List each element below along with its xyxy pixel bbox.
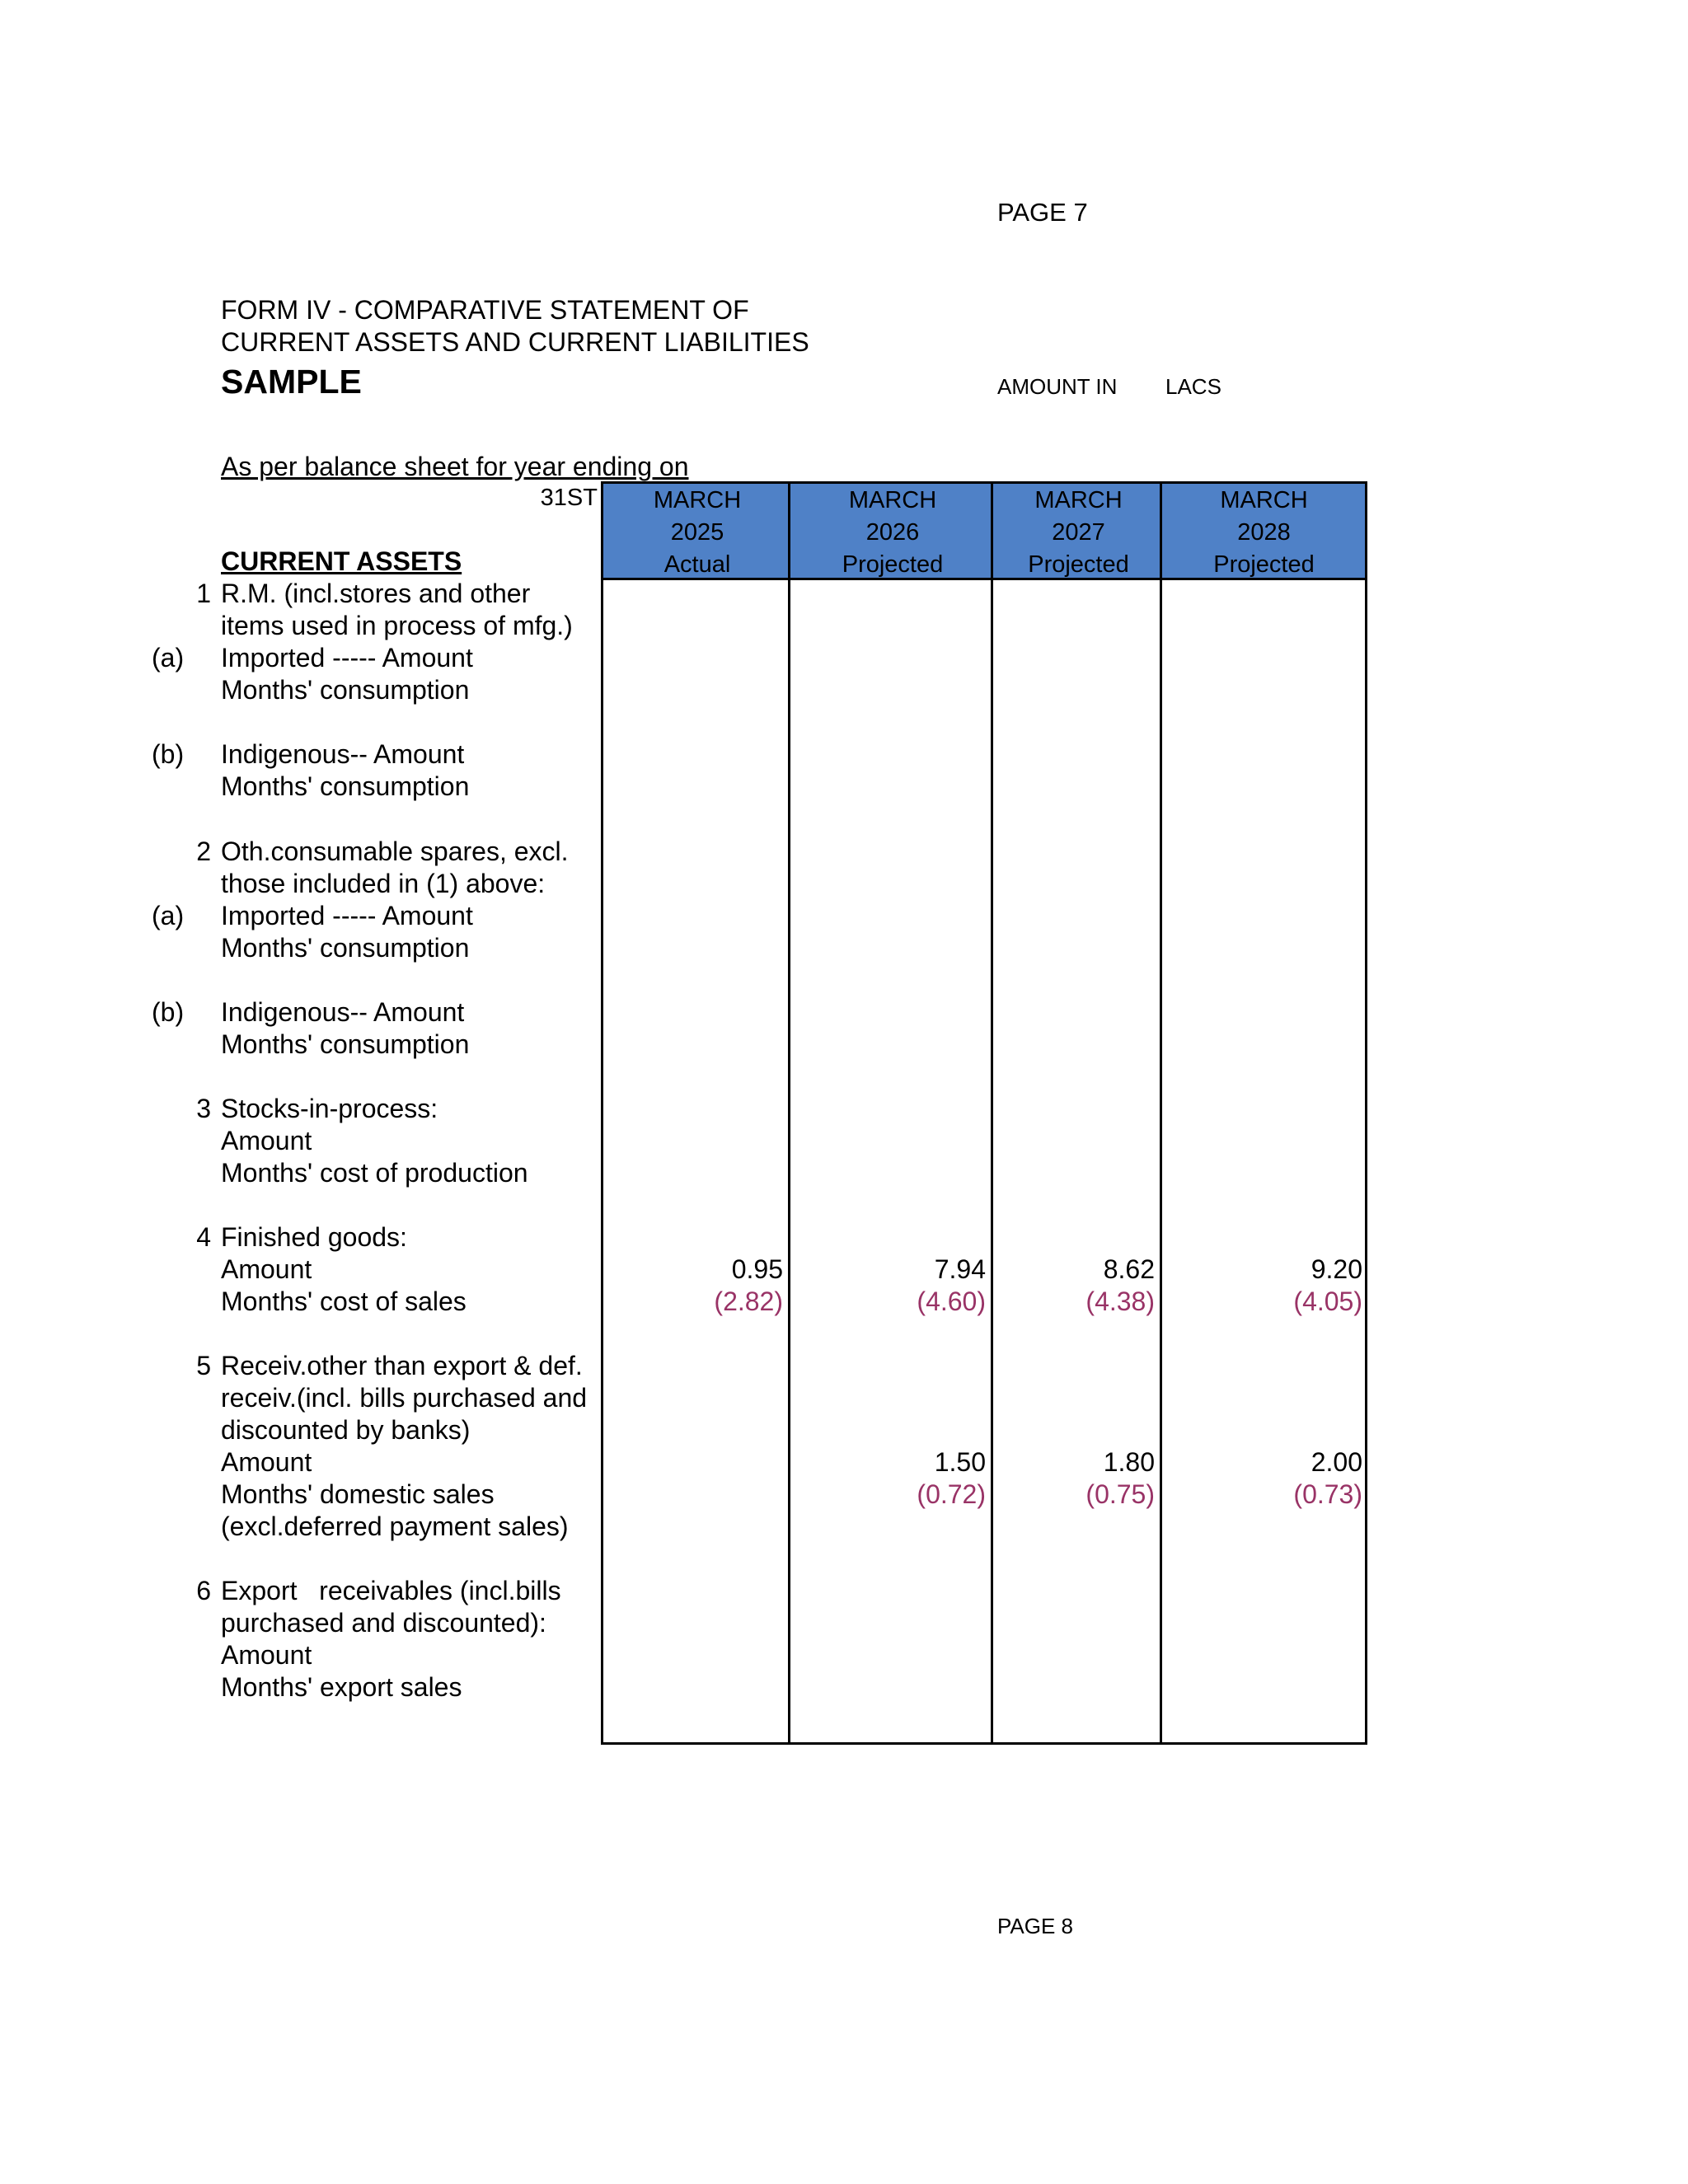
column-year: 2027 xyxy=(1052,519,1105,546)
item-label: Months' consumption xyxy=(221,933,470,963)
lacs-unit: LACS xyxy=(1165,374,1221,399)
item-label: discounted by banks) xyxy=(221,1415,471,1445)
item-label: Months' cost of production xyxy=(221,1158,528,1188)
item-label: Months' domestic sales xyxy=(221,1479,495,1509)
column-month: MARCH xyxy=(1034,487,1123,513)
item-label: items used in process of mfg.) xyxy=(221,611,573,640)
balance-sheet-caption: As per balance sheet for year ending on xyxy=(221,452,689,481)
item-number: 2 xyxy=(196,837,211,866)
item-number: 5 xyxy=(196,1351,211,1380)
receivables-months-2026: (0.72) xyxy=(917,1479,986,1509)
column-month: MARCH xyxy=(1220,487,1308,513)
form-title-line1: FORM IV - COMPARATIVE STATEMENT OF xyxy=(221,295,749,325)
column-header-2028 xyxy=(1163,484,1365,581)
finished-goods-amount-2028: 9.20 xyxy=(1311,1254,1362,1284)
sub-item-marker: (b) xyxy=(152,997,185,1027)
table-header xyxy=(601,481,1367,580)
finished-goods-amount-2025: 0.95 xyxy=(731,1254,783,1284)
item-label: Months' consumption xyxy=(221,771,470,801)
item-label: those included in (1) above: xyxy=(221,869,546,898)
finished-goods-months-2025: (2.82) xyxy=(714,1286,783,1316)
item-label: Oth.consumable spares, excl. xyxy=(221,837,569,866)
page-number-bottom: PAGE 8 xyxy=(997,1914,1074,1938)
item-label: R.M. (incl.stores and other xyxy=(221,579,531,608)
item-label: Imported ----- Amount xyxy=(221,643,473,673)
item-label: Months' export sales xyxy=(221,1672,462,1702)
column-divider xyxy=(1160,578,1162,1745)
column-header-2027 xyxy=(994,484,1163,581)
column-header-2025 xyxy=(603,484,791,581)
sub-item-marker: (b) xyxy=(152,739,185,769)
sub-item-marker: (a) xyxy=(152,643,185,673)
column-status: Projected xyxy=(1213,551,1315,578)
column-header-2026 xyxy=(791,484,994,581)
column-year: 2025 xyxy=(670,519,724,546)
finished-goods-amount-2026: 7.94 xyxy=(934,1254,986,1284)
receivables-amount-2027: 1.80 xyxy=(1103,1447,1155,1477)
column-year: 2028 xyxy=(1237,519,1291,546)
item-label: Receiv.other than export & def. xyxy=(221,1351,583,1380)
finished-goods-months-2028: (4.05) xyxy=(1293,1286,1362,1316)
page-number-top: PAGE 7 xyxy=(997,198,1088,227)
item-number: 4 xyxy=(196,1222,211,1252)
column-year: 2026 xyxy=(865,519,920,546)
finished-goods-months-2027: (4.38) xyxy=(1085,1286,1155,1316)
item-label: Export receivables (incl.bills xyxy=(221,1576,561,1605)
item-label: Indigenous-- Amount xyxy=(221,997,465,1027)
item-label: Amount xyxy=(221,1640,312,1670)
item-label: Indigenous-- Amount xyxy=(221,739,465,769)
table-body xyxy=(601,578,1367,1745)
item-number: 1 xyxy=(196,579,211,608)
item-label: Months' consumption xyxy=(221,1029,470,1059)
item-label: (excl.deferred payment sales) xyxy=(221,1511,569,1541)
item-label: Amount xyxy=(221,1126,312,1155)
item-number: 6 xyxy=(196,1576,211,1605)
item-label: Amount xyxy=(221,1254,312,1284)
receivables-amount-2026: 1.50 xyxy=(934,1447,986,1477)
item-label: receiv.(incl. bills purchased and xyxy=(221,1383,588,1413)
header-divider xyxy=(1160,481,1162,580)
receivables-amount-2028: 2.00 xyxy=(1311,1447,1362,1477)
amount-in-label: AMOUNT IN xyxy=(997,374,1118,399)
item-label: purchased and discounted): xyxy=(221,1608,546,1638)
column-status: Actual xyxy=(663,551,731,578)
finished-goods-amount-2027: 8.62 xyxy=(1103,1254,1155,1284)
form-title-line2: CURRENT ASSETS AND CURRENT LIABILITIES xyxy=(221,327,809,357)
column-status: Projected xyxy=(1028,551,1129,578)
sub-item-marker: (a) xyxy=(152,901,185,930)
item-label: Months' consumption xyxy=(221,675,470,705)
column-divider xyxy=(788,578,790,1745)
column-month: MARCH xyxy=(848,487,937,513)
column-divider xyxy=(991,578,993,1745)
item-label: Stocks-in-process: xyxy=(221,1094,438,1123)
column-month: MARCH xyxy=(653,487,742,513)
section-heading-current-assets: CURRENT ASSETS xyxy=(221,546,462,576)
sample-heading: SAMPLE xyxy=(221,363,362,401)
column-status: Projected xyxy=(842,551,944,578)
item-label: Finished goods: xyxy=(221,1222,407,1252)
header-divider xyxy=(991,481,993,580)
item-label: Months' cost of sales xyxy=(221,1286,467,1316)
finished-goods-months-2026: (4.60) xyxy=(917,1286,986,1316)
header-divider xyxy=(788,481,790,580)
receivables-months-2027: (0.75) xyxy=(1085,1479,1155,1509)
receivables-months-2028: (0.73) xyxy=(1293,1479,1362,1509)
item-label: Amount xyxy=(221,1447,312,1477)
date-prefix: 31ST xyxy=(540,485,598,511)
item-number: 3 xyxy=(196,1094,211,1123)
item-label: Imported ----- Amount xyxy=(221,901,473,930)
